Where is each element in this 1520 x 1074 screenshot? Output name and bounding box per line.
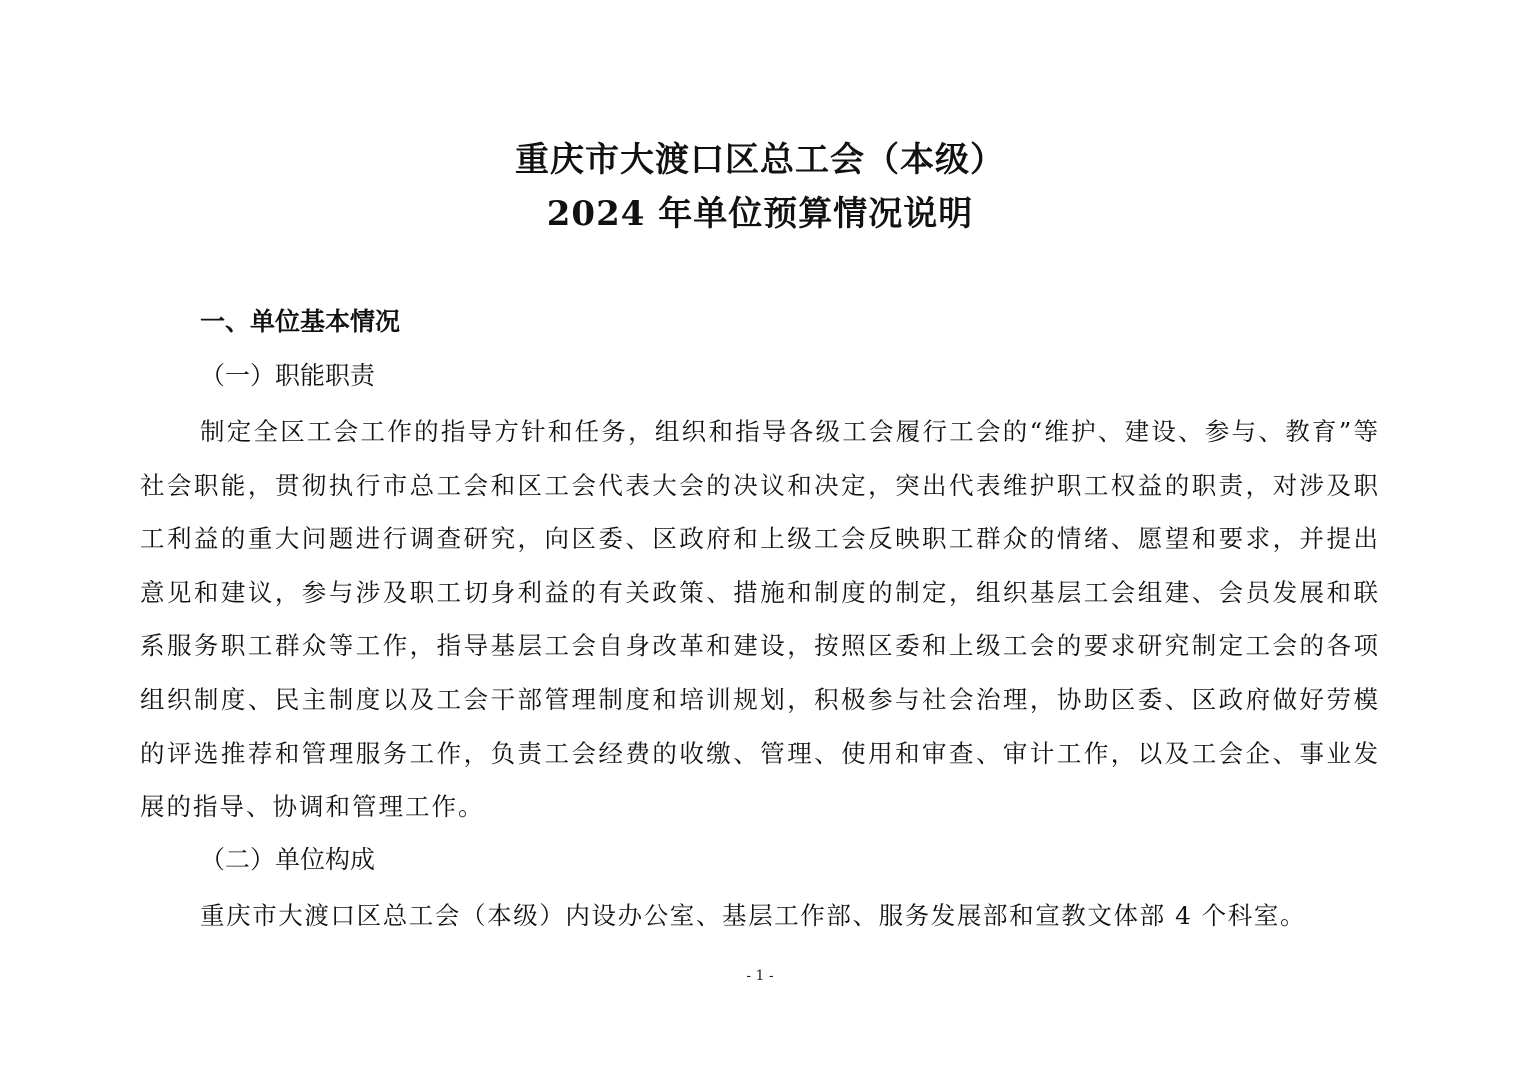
composition-paragraph: 重庆市大渡口区总工会（本级）内设办公室、基层工作部、服务发展部和宣教文体部 4 个科室。 (200, 901, 1307, 930)
section-heading-basic-info: 一、单位基本情况 (200, 307, 401, 336)
duties-paragraph: 制定全区工会工作的指导方针和任务，组织和指导各级工会履行工会的“维护、建设、参与、教育”等社会职能，贯彻执行市总工会和区工会代表大会的决议和决定，突出代表维护职工权益的职责，对涉及职工利益的重大问题进行调查研究，向区委、区政府和上级工会反映职工群众的情绪、愿望和要求，并提出意见和建议，参与涉及职工切身利益的有关政策、措施和制度的制定，组织基层工会组建、会员发展和联系服务职工群众等工作，指导基层工会自身改革和建设，按照区委和上级工会的要求研究制定工会的各项组织制度、民主制度以及工会干部管理制度和培训规划，积极参与社会治理，协助区委、区政府做好劳模的评选推荐和管理服务工作，负责工会经费的收缴、管理、使用和审查、审计工作，以及工会企、事业发展的指导、协调和管理工作。 (140, 417, 1380, 822)
document-title-line-2: 2024 年单位预算情况说明 (546, 194, 974, 234)
document-title-line-1: 重庆市大渡口区总工会（本级） (515, 140, 1005, 180)
subsection-heading-duties: （一）职能职责 (200, 361, 376, 390)
subsection-heading-composition: （二）单位构成 (200, 845, 376, 874)
page-number: - 1 - (746, 968, 774, 984)
